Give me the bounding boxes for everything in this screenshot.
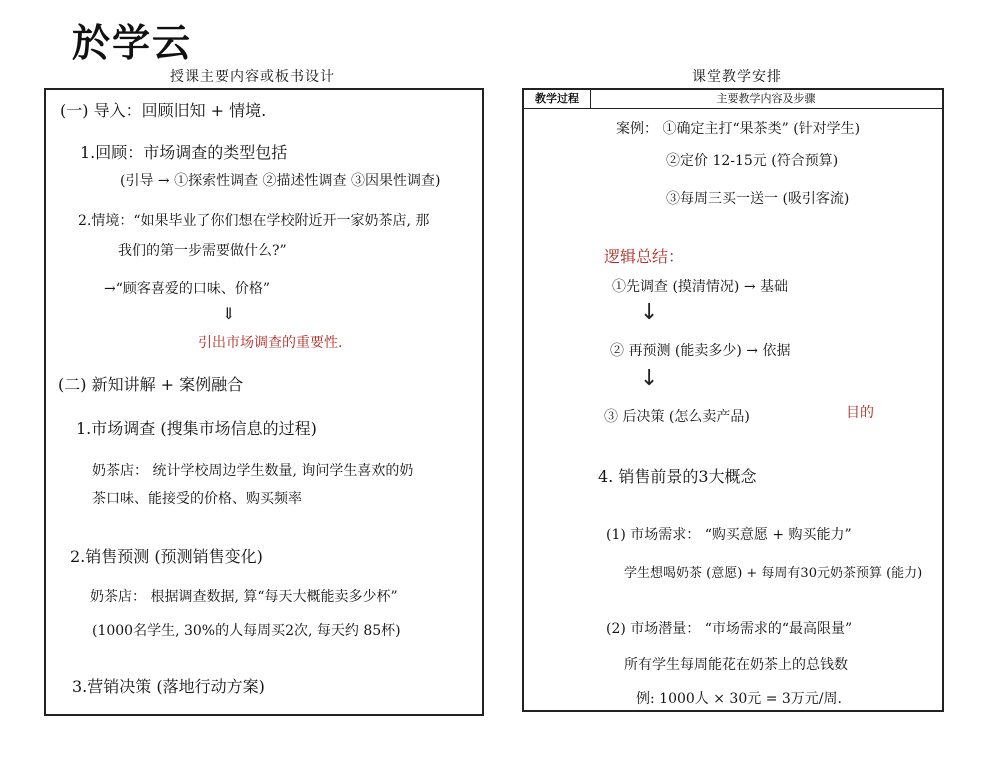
right-line: 学生想喝奶茶 (意愿) + 每周有30元奶茶预算 (能力) bbox=[624, 566, 923, 581]
right-line-highlight: 逻辑总结： bbox=[604, 247, 685, 266]
left-line: →“顾客喜爱的口味、价格” bbox=[104, 281, 271, 297]
left-line: 1.回顾：市场调查的类型包括 bbox=[80, 143, 288, 162]
table-header-content: 主要教学内容及步骤 bbox=[716, 92, 816, 105]
left-line: ⇓ bbox=[222, 304, 236, 323]
right-line: ③每周三买一送一 (吸引客流) bbox=[666, 191, 850, 207]
left-line: (引导 → ①探索性调查 ②描述性调查 ③因果性调查) bbox=[120, 173, 441, 189]
left-line-highlight: 引出市场调查的重要性. bbox=[198, 335, 343, 351]
right-line: ② 再预测 (能卖多少) → 依据 bbox=[610, 343, 791, 359]
left-line: (一) 导入：回顾旧知 + 情境. bbox=[60, 101, 267, 120]
left-line: 2.情境：“如果毕业了你们想在学校附近开一家奶茶店, 那 bbox=[78, 213, 430, 229]
left-line: (1000名学生, 30%的人每周买2次, 每天约 85杯) bbox=[92, 623, 401, 639]
table-header-process: 教学过程 bbox=[524, 90, 591, 108]
right-line: 所有学生每周能花在奶茶上的总钱数 bbox=[624, 657, 848, 673]
right-panel-title: 课堂教学安排 bbox=[692, 69, 782, 85]
right-line: 4. 销售前景的3大概念 bbox=[598, 467, 757, 486]
down-arrow-icon: ↓ bbox=[640, 300, 659, 325]
right-line: (2) 市场潜量： “市场需求的“最高限量” bbox=[606, 621, 853, 637]
table-header-row bbox=[524, 90, 942, 109]
left-line: 奶茶店： 根据调查数据, 算“每天大概能卖多少杯” bbox=[90, 589, 398, 605]
right-line: (1) 市场需求： “购买意愿 + 购买能力” bbox=[606, 527, 852, 543]
down-arrow-icon: ↓ bbox=[640, 366, 659, 391]
left-line: 1.市场调查 (搜集市场信息的过程) bbox=[76, 419, 317, 438]
right-line-highlight: 目的 bbox=[846, 405, 874, 421]
left-line: 我们的第一步需要做什么?” bbox=[118, 243, 287, 259]
right-line: ③ 后决策 (怎么卖产品) bbox=[604, 409, 750, 425]
left-line: 2.销售预测 (预测销售变化) bbox=[70, 547, 263, 566]
brand-logo-text: 於学云 bbox=[72, 21, 193, 65]
right-line: ②定价 12-15元 (符合预算) bbox=[666, 153, 839, 169]
left-line: 3.营销决策 (落地行动方案) bbox=[72, 677, 265, 696]
left-line: 奶茶店： 统计学校周边学生数量, 询问学生喜欢的奶 bbox=[92, 463, 414, 479]
left-panel-title: 授课主要内容或板书设计 bbox=[170, 69, 335, 85]
left-line: 茶口味、能接受的价格、购买频率 bbox=[92, 491, 302, 507]
right-line: ①先调查 (摸清情况) → 基础 bbox=[612, 279, 789, 295]
right-line: 例: 1000人 × 30元 = 3万元/周. bbox=[636, 691, 842, 707]
left-line: (二) 新知讲解 + 案例融合 bbox=[58, 375, 244, 394]
right-line: 案例： ①确定主打“果茶类” (针对学生) bbox=[616, 121, 861, 137]
